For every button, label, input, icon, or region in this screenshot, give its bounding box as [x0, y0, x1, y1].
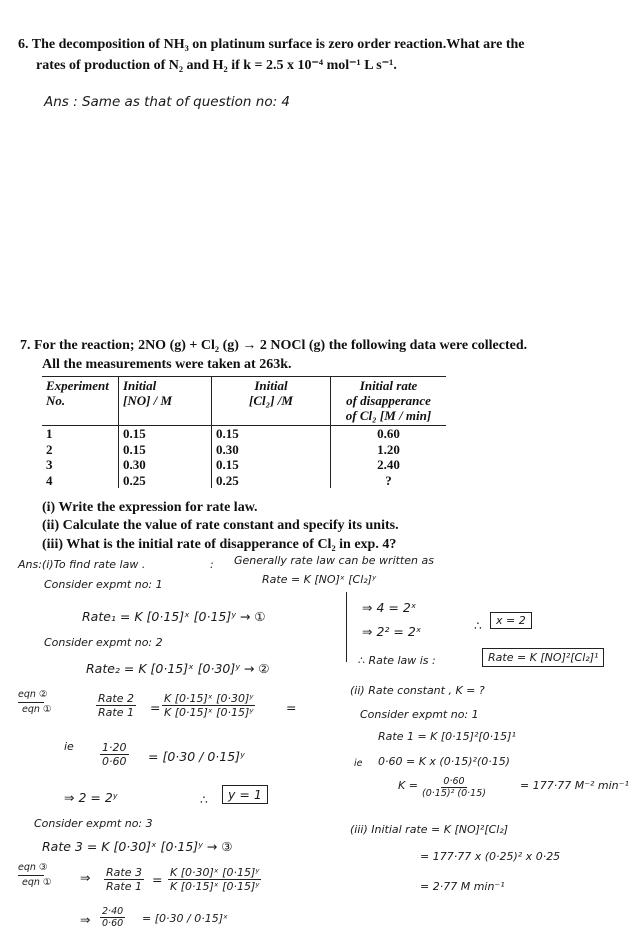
- rate3-equation: Rate 3 = K [0·30]ˣ [0·15]ʸ → ③: [42, 839, 233, 854]
- eqn3-label-bottom: eqn ①: [22, 877, 52, 888]
- cell-exp: 3: [46, 457, 53, 472]
- cell-cl2: 0.30: [212, 442, 331, 458]
- ratio-equals-2: =: [286, 700, 297, 715]
- consider-3: Consider expmt no: 3: [34, 817, 153, 830]
- k-value: = 177·77 M⁻² min⁻¹: [520, 779, 629, 792]
- header-experiment: Experiment No.: [42, 377, 119, 426]
- table-row: [42, 442, 446, 458]
- cell-rate: 2.40: [331, 457, 447, 473]
- cell-exp: 2: [46, 441, 53, 457]
- ie-label: ie: [64, 740, 74, 753]
- header-cl2: Initial [Cl₂] /M: [212, 377, 331, 426]
- iii-line2: = 177·77 x (0·25)² x 0·25: [420, 850, 561, 863]
- q6-question-line2: rates of production of N₂ and H₂ if k = 2.5 x 10⁻⁴ mol⁻¹ L s⁻¹.: [36, 58, 397, 73]
- consider-1: Consider expmt no: 1: [44, 578, 163, 591]
- q7-question-line2: All the measurements were taken at 263k.: [42, 357, 292, 372]
- part-ii-heading: (ii) Rate constant , K = ?: [350, 684, 485, 697]
- header-no: Initial [NO] / M: [119, 377, 212, 426]
- rate3-ratio-equals: =: [152, 872, 163, 887]
- x-result-box: x = 2: [490, 612, 532, 629]
- cell-cl2: 0.25: [212, 473, 331, 489]
- therefore-y: ∴: [200, 792, 208, 807]
- rate2-equation: Rate₂ = K [0·15]ˣ [0·30]ʸ → ②: [86, 661, 270, 676]
- ratio-equals: =: [150, 700, 161, 715]
- y-result-box: y = 1: [222, 785, 268, 804]
- ratio-rhs: $\frac{\text{K [0·15]ˣ [0·30]ʸ}}{\text{K [0·15]ˣ [0·15]ʸ}}$: [164, 692, 254, 719]
- ratio-lhs: Rate 2 Rate 1: [98, 692, 134, 719]
- k-label: K =: [398, 779, 418, 792]
- table-row: [42, 457, 446, 473]
- cell-no: 0.15: [119, 442, 212, 458]
- q7-question-line1: 7. For the reaction; 2NO (g) + Cl₂ (g) → 2 NOCl (g) the following data were collected.: [20, 338, 528, 353]
- two-sq-equals-two-x: ⇒ 2² = 2ˣ: [362, 624, 422, 639]
- table-row: [42, 426, 446, 442]
- eqn-label-rule: [18, 702, 44, 703]
- cell-exp: 4: [46, 472, 53, 488]
- q7-part-ii: (ii) Calculate the value of rate constant and specify its units.: [42, 518, 399, 533]
- part-iii-heading: (iii) Initial rate = K [NO]²[Cl₂]: [350, 823, 509, 836]
- ans-label: Ans:(i)To find rate law .: [18, 558, 146, 571]
- k-fraction: $\frac{0\cdot 60}{\text{(0·15)² (0·15)}}$: [422, 776, 486, 799]
- cell-cl2: 0.15: [212, 426, 331, 442]
- k-line: 0·60 = K x (0·15)²(0·15): [378, 755, 510, 768]
- rate-general: Rate = K [NO]ˣ [Cl₂]ʸ: [262, 573, 377, 586]
- table-top-rule: [42, 376, 446, 377]
- cell-rate: 1.20: [331, 442, 447, 458]
- rate1-equation: Rate₁ = K [0·15]ˣ [0·15]ʸ → ①: [82, 609, 266, 624]
- ie-label-2: ie: [354, 758, 363, 769]
- colon-mark: :: [210, 558, 214, 571]
- q7-part-i: (i) Write the expression for rate law.: [42, 500, 258, 515]
- header-rate: Initial rate of disapperance of Cl₂ [M / min]: [331, 377, 447, 426]
- eqn-label-bottom: eqn ①: [22, 704, 52, 715]
- implies-arrow: ⇒: [80, 870, 91, 885]
- cell-no: 0.30: [119, 457, 212, 473]
- rate3-ratio-lhs: Rate 3 Rate 1: [106, 866, 142, 893]
- rate-data-table: [42, 377, 446, 488]
- right-column-divider: [346, 592, 347, 662]
- table-header-row: [42, 377, 446, 426]
- eqn3-label-rule: [18, 875, 44, 876]
- q6-answer: Ans : Same as that of question no: 4: [44, 94, 291, 110]
- rate3-ratio-rhs: $\frac{\text{K [0·30]ˣ [0·15]ʸ}}{\text{K [0·15]ˣ [0·15]ʸ}}$: [170, 866, 260, 893]
- eqn3-label-top: eqn ③: [18, 862, 48, 873]
- consider-2: Consider expmt no: 2: [44, 636, 163, 649]
- cell-exp: 1: [46, 426, 53, 441]
- iii-line3: = 2·77 M min⁻¹: [420, 880, 505, 893]
- q7-part-iii: (iii) What is the initial rate of disapperance of Cl₂ in exp. 4?: [42, 537, 397, 552]
- general-text: Generally rate law can be written as: [234, 554, 434, 567]
- final-ratio: $\frac{2\cdot 40}{0\cdot 60}$: [102, 906, 124, 929]
- cell-no: 0.25: [119, 473, 212, 489]
- rate-law-label: ∴ Rate law is :: [358, 654, 436, 667]
- q6-question-line1: 6. The decomposition of NH₃ on platinum surface is zero order reaction.What are the: [18, 37, 525, 52]
- cell-rate: ?: [331, 473, 447, 489]
- final-ratio-rhs: = [0·30 / 0·15]ˣ: [142, 912, 228, 925]
- rate1-ii: Rate 1 = K [0·15]²[0·15]¹: [378, 730, 516, 743]
- cell-cl2: 0.15: [212, 457, 331, 473]
- cell-rate: 0.60: [331, 426, 447, 442]
- two-equals-two-y: ⇒ 2 = 2ʸ: [64, 790, 118, 805]
- value-ratio: $\frac{1\cdot 20}{0\cdot 60}$: [102, 741, 127, 768]
- table-row: [42, 473, 446, 489]
- four-equals-two-x: ⇒ 4 = 2ˣ: [362, 600, 417, 615]
- cell-no: 0.15: [119, 426, 212, 442]
- value-ratio-rhs: = [0·30 / 0·15]ʸ: [148, 749, 245, 764]
- final-implies: ⇒: [80, 912, 91, 927]
- eqn-label-top: eqn ②: [18, 689, 48, 700]
- consider-ii: Consider expmt no: 1: [360, 708, 479, 721]
- rate-law-box: Rate = K [NO]²[Cl₂]¹: [482, 648, 604, 667]
- therefore-x: ∴: [474, 618, 482, 633]
